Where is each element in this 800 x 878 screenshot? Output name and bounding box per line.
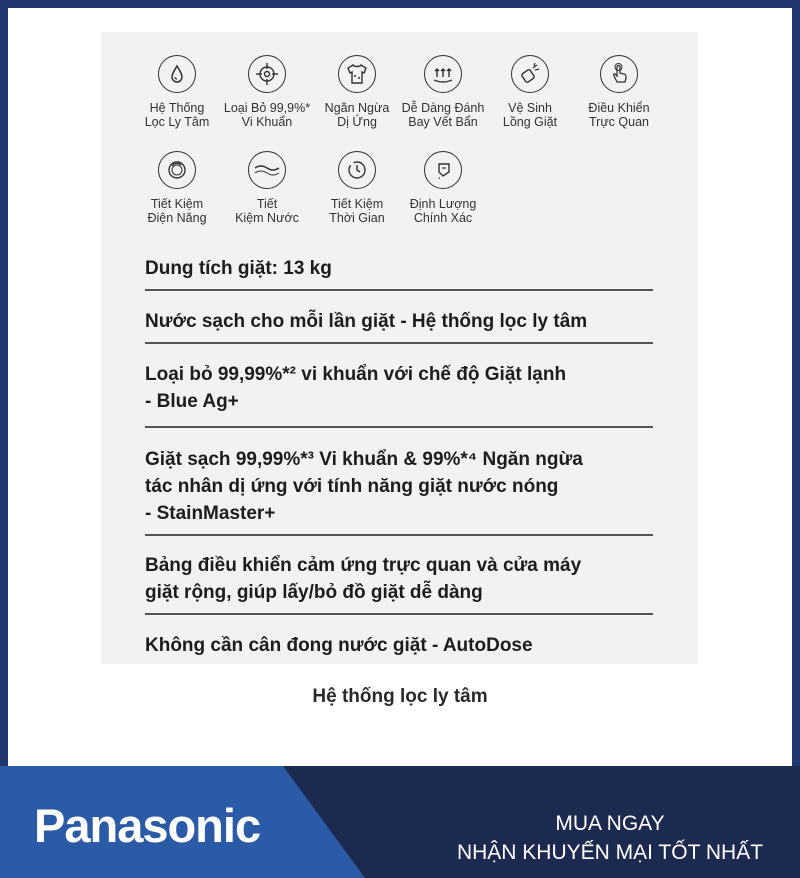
buy-now-link[interactable]: MUA NGAY	[555, 812, 665, 835]
feature-time-saving	[309, 151, 405, 225]
water-wave-icon	[248, 151, 286, 189]
spec-line: Không cần cân đong nước giặt - AutoDose	[145, 635, 533, 656]
spec-clean-water	[145, 308, 655, 335]
spec-line: - Blue Ag+	[145, 391, 239, 412]
divider	[145, 534, 653, 536]
spec-line: Giặt sạch 99,99%*³ Vi khuẩn & 99%*⁴ Ngăn ngừa	[145, 449, 583, 470]
feature-label-line-2: Dị Ứng	[337, 115, 377, 129]
clock-icon	[338, 151, 376, 189]
divider	[145, 342, 653, 344]
drum-icon	[158, 151, 196, 189]
feature-label-line-1: Loại Bỏ 99,9%*	[223, 101, 311, 115]
feature-energy-saving	[129, 151, 225, 225]
feature-stain-removal	[395, 55, 491, 129]
promotion-link[interactable]: NHẬN KHUYẾN MẠI TỐT NHẤT	[456, 841, 764, 864]
image-caption: Hệ thống lọc ly tâm	[312, 686, 488, 707]
arrows-up-icon	[424, 55, 462, 93]
feature-remove-bacteria	[219, 55, 315, 129]
feature-label-line-1: Tiết Kiệm	[330, 197, 384, 211]
feature-water-saving	[219, 151, 315, 225]
spec-autodose	[145, 632, 655, 659]
feature-label-line-1: Điều Khiển	[588, 101, 650, 115]
feature-label-line-2: Vi Khuẩn	[241, 115, 293, 129]
spec-blue-ag	[145, 361, 655, 415]
feature-label-line-2: Thời Gian	[329, 211, 385, 225]
spec-line: Nước sạch cho mỗi lần giặt - Hệ thống lọc ly tâm	[145, 311, 588, 332]
dose-icon	[424, 151, 462, 189]
spec-touch-panel	[145, 552, 655, 606]
spec-line: giặt rộng, giúp lấy/bỏ đồ giặt dễ dàng	[145, 582, 483, 603]
feature-centrifugal-filter	[129, 55, 225, 129]
spec-capacity	[145, 255, 655, 282]
spec-line: Bảng điều khiển cảm ứng trực quan và cửa máy	[145, 555, 582, 576]
panasonic-logo[interactable]: Panasonic	[34, 799, 261, 852]
feature-label-line-1: Vệ Sinh	[508, 101, 552, 115]
shirt-icon	[338, 55, 376, 93]
spec-line: Dung tích giặt: 13 kg	[145, 258, 332, 279]
feature-label-line-1: Định Lượng	[409, 197, 477, 211]
feature-label-line-1: Tiết	[256, 197, 278, 211]
touch-icon	[600, 55, 638, 93]
feature-icon-grid	[133, 55, 673, 245]
spec-line: Loại bỏ 99,99%*² vi khuẩn với chế độ Giặt lạnh	[145, 364, 567, 385]
feature-label-line-2: Lồng Giặt	[502, 115, 558, 129]
filter-drop-icon	[158, 55, 196, 93]
feature-label-line-1: Hệ Thống	[149, 101, 205, 115]
divider	[145, 613, 653, 615]
feature-label-line-1: Ngăn Ngừa	[324, 101, 390, 115]
spec-stainmaster	[145, 446, 655, 527]
spec-line: tác nhân dị ứng với tính năng giặt nước nóng	[145, 476, 559, 497]
feature-label-line-1: Dễ Dàng Đánh	[401, 101, 485, 115]
feature-label-line-2: Bay Vết Bẩn	[408, 115, 478, 129]
feature-label-line-2: Lọc Ly Tâm	[144, 115, 210, 129]
feature-intuitive-control	[571, 55, 667, 129]
feature-prevent-allergy	[309, 55, 405, 129]
feature-label-line-1: Tiết Kiệm	[150, 197, 204, 211]
feature-label-line-2: Điện Năng	[147, 211, 207, 225]
divider	[145, 289, 653, 291]
feature-drum-clean	[482, 55, 578, 129]
feature-label-line-2: Kiệm Nước	[235, 211, 299, 225]
divider	[145, 426, 653, 428]
feature-label-line-2: Trực Quan	[588, 115, 649, 129]
spray-icon	[511, 55, 549, 93]
feature-label-line-2: Chính Xác	[413, 211, 473, 225]
spec-line: - StainMaster+	[145, 503, 276, 524]
feature-accurate-dosing	[395, 151, 491, 225]
target-icon	[248, 55, 286, 93]
